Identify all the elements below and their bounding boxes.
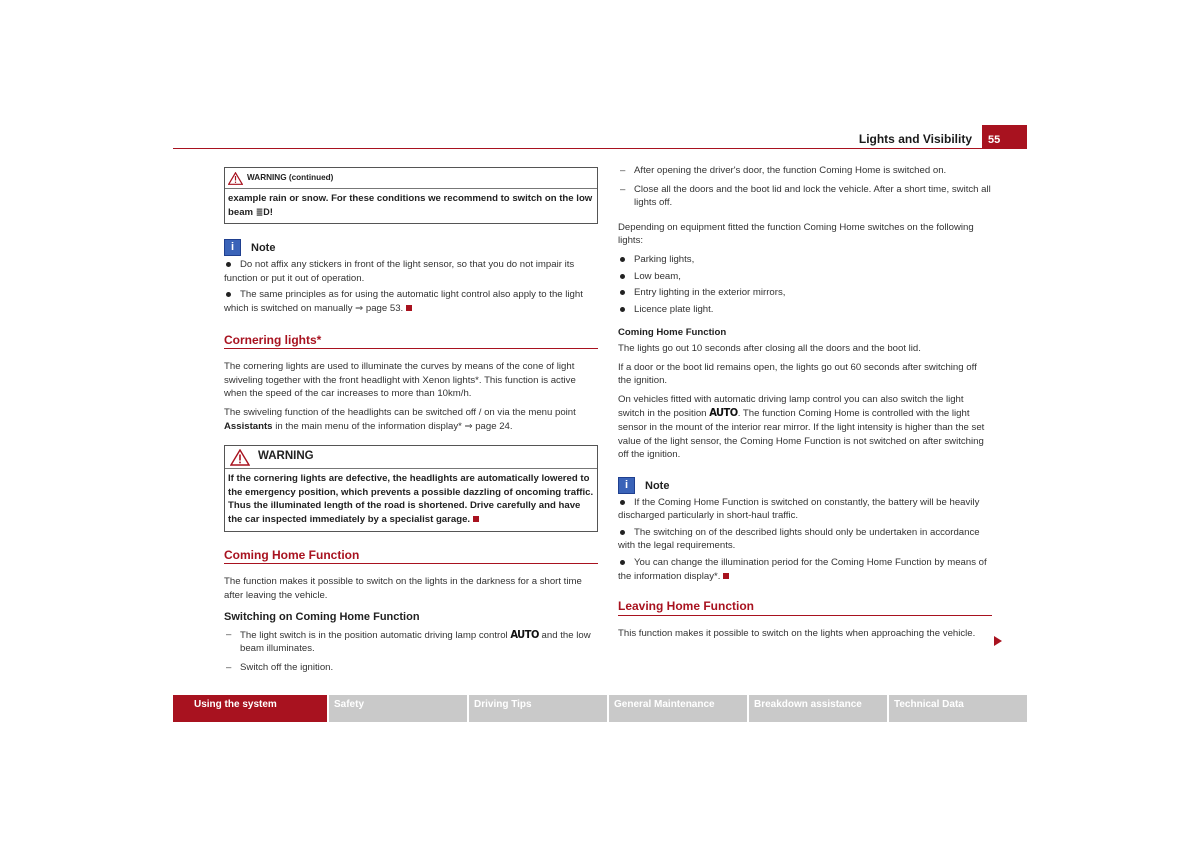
tab-driving-tips[interactable]: Driving Tips [469,695,607,722]
chapter-nav [173,695,1027,722]
note-item: The same principles as for using the automatic light control also apply to the light which is switched on manually ⇒ page 53. [224,289,583,314]
step-item: – The light switch is in the position automatic driving lamp control AUTO and the low beam illuminates. [226,627,591,655]
bullet-icon [620,307,625,312]
coming-home-heading: Coming Home Function [224,549,598,565]
end-square-icon [723,573,729,579]
chapter-title: Lights and Visibility [858,132,972,146]
depending-paragraph: Depending on equipment fitted the function Coming Home switches on the following lights: [618,221,974,247]
note-item: Do not affix any stickers in front of the light sensor, so that you do not impair its function or put it out of operation. [224,259,575,284]
door-open-paragraph: If a door or the boot lid remains open, the lights go out 60 seconds after switching off the ignition. [618,361,977,387]
warning-box [224,445,598,531]
auto-control-paragraph: On vehicles fitted with automatic driving lamp control you can also switch the light switch in the position AUTO. The function Coming Home is controlled with the light sensor in the mount of the interior rear mirror. If the light intensity is higher than the set value of the light sensor, the Coming Home Function is not switched on after switching off the ignition. [618,393,985,461]
info-icon: i [224,239,241,256]
warning-continued-box [224,167,598,224]
warning-label: WARNING [258,450,314,463]
note-item: If the Coming Home Function is switched on constantly, the battery will be heavily discharged particularly in short-haul traffic. [618,496,980,522]
warning-header [225,446,597,469]
info-icon: i [618,477,635,494]
note-header [224,239,598,256]
step-item: – After opening the driver's door, the function Coming Home is switched on. [620,165,947,176]
bullet-icon [620,500,625,505]
auto-icon: AUTO [709,406,738,420]
bullet-icon [226,292,231,297]
cornering-lights-heading: Cornering lights* [224,334,598,350]
note-label: Note [645,479,670,492]
warning-text: If the cornering lights are defective, the headlights are automatically lowered to the emergency position, which prevents a possible dazzling of oncoming traffic. Thus the illuminated length of the road is shortened. Drive carefully and have the car inspected immediately by a specialist garage. [228,473,594,525]
cornering-paragraph-2: The swiveling function of the headlights can be switched off / on via the menu point Assistants in the main menu of the information display* ⇒ page 24. [224,406,576,432]
coming-home-subheading: Coming Home Function [618,327,727,339]
note-header [618,477,992,494]
tab-breakdown-assistance[interactable]: Breakdown assistance [749,695,887,722]
leaving-home-heading: Leaving Home Function [618,600,992,616]
warning-triangle-icon [228,172,243,185]
bullet-icon [620,257,625,262]
light-item: Licence plate light. [618,303,992,317]
step-item: – Switch off the ignition. [226,662,334,674]
tab-technical-data[interactable]: Technical Data [889,695,1027,722]
end-square-icon [473,516,479,522]
light-item: Parking lights, [618,253,992,267]
page-number: 55 [982,125,1027,149]
light-item: Low beam, [618,270,992,284]
warning-continued-header [225,168,597,189]
bullet-icon [620,274,625,279]
bullet-icon [226,262,231,267]
warning-continued-text: example rain or snow. For these conditions we recommend to switch on the low beam ≣D! [228,193,593,218]
tab-general-maintenance[interactable]: General Maintenance [609,695,747,722]
warning-triangle-icon [230,449,250,466]
auto-icon: AUTO [510,627,539,641]
lights-go-out-paragraph: The lights go out 10 seconds after closing all the doors and the boot lid. [618,342,921,354]
warning-continued-label: WARNING (continued) [247,173,334,183]
left-column [224,167,598,675]
switching-on-subheading: Switching on Coming Home Function [224,611,420,624]
tab-using-the-system[interactable]: Using the system [173,695,327,722]
bullet-icon [620,530,625,535]
note-label: Note [251,242,276,255]
light-item: Entry lighting in the exterior mirrors, [618,286,992,300]
header-rule [173,148,1027,149]
bullet-icon [620,560,625,565]
leaving-home-paragraph: This function makes it possible to switch on the lights when approaching the vehicle. [618,627,976,639]
note-item: You can change the illumination period for the Coming Home Function by means of the information display*. [618,557,987,582]
tab-safety[interactable]: Safety [329,695,467,722]
step-item: – Close all the doors and the boot lid and lock the vehicle. After a short time, switch all lights off. [620,183,991,209]
end-square-icon [406,305,412,311]
right-column [618,164,992,640]
continue-arrow-icon [994,636,1002,646]
note-item: The switching on of the described lights should only be undertaken in accordance with the legal requirements. [618,526,980,552]
bullet-icon [620,290,625,295]
cornering-paragraph: The cornering lights are used to illuminate the curves by means of the cone of light swiveling together with the front headlight with Xenon lights*. This function is active when the speed of the car increases to more than 10km/h. [224,361,576,400]
low-beam-icon: ≣D [255,206,270,217]
coming-home-paragraph: The function makes it possible to switch on the lights in the darkness for a short time after leaving the vehicle. [224,576,582,601]
